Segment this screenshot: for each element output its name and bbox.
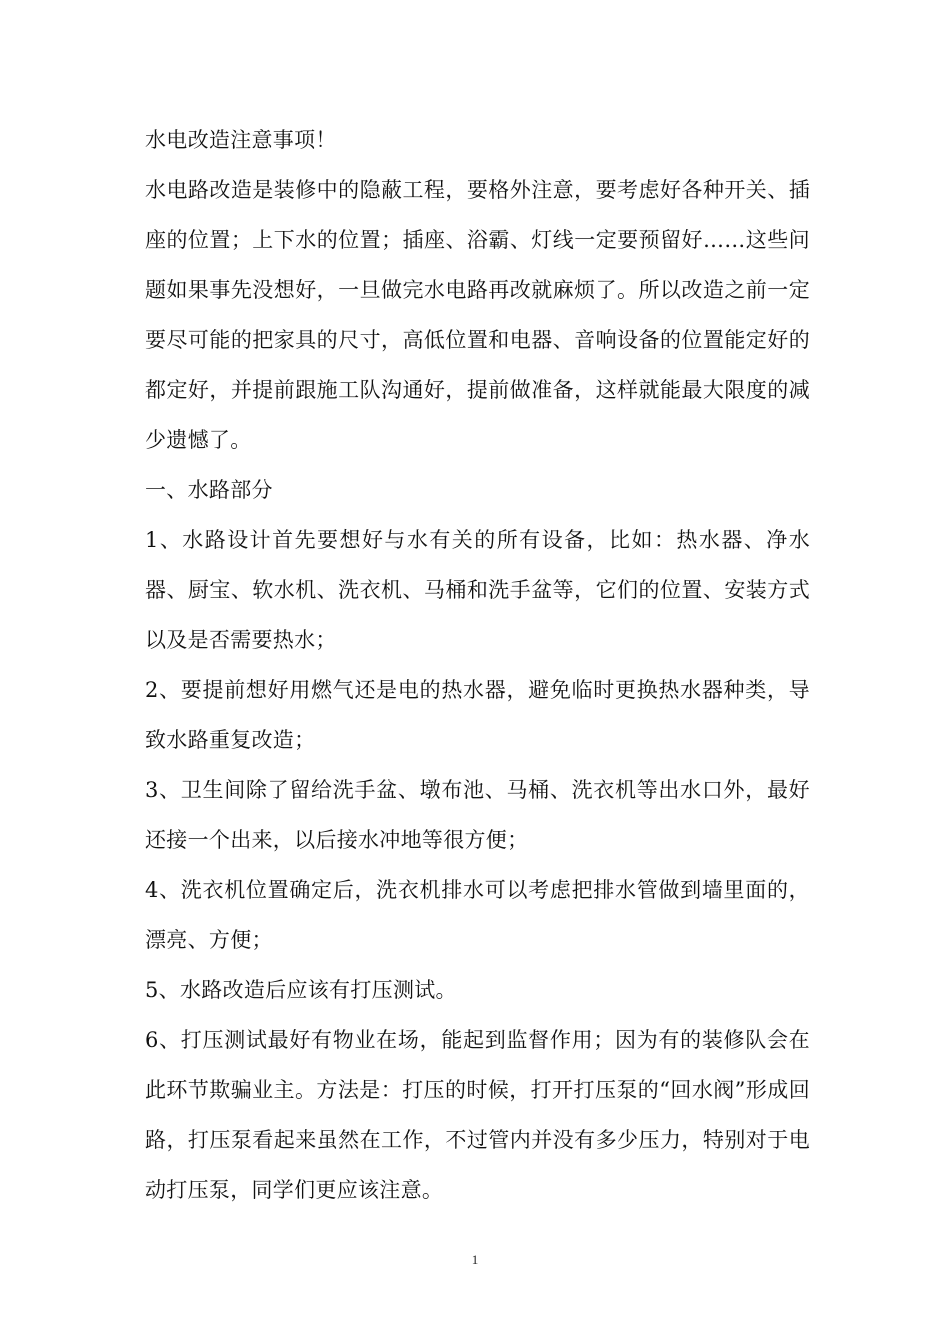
list-item: 5、水路改造后应该有打压测试。: [145, 978, 457, 1002]
document-body: [145, 115, 810, 1215]
page-number: 1: [471, 1252, 479, 1267]
list-item: 1、水路设计首先要想好与水有关的所有设备，比如：热水器、净水器、厨宝、软水机、洗衣机、马桶和洗手盆等，它们的位置、安装方式以及是否需要热水；: [145, 528, 810, 652]
list-item: 4、洗衣机位置确定后，洗衣机排水可以考虑把排水管做到墙里面的，漂亮、方便；: [145, 878, 810, 952]
list-item: 6、打压测试最好有物业在场，能起到监督作用；因为有的装修队会在此环节欺骗业主。方法是：打压的时候，打开打压泵的“回水阀”形成回路，打压泵看起来虽然在工作，不过管内并没有多少压力，特别对于电动打压泵，同学们更应该注意。: [145, 1028, 810, 1202]
list-item: 3、卫生间除了留给洗手盆、墩布池、马桶、洗衣机等出水口外，最好还接一个出来，以后接水冲地等很方便；: [145, 778, 810, 852]
document-title: 水电改造注意事项！: [145, 128, 337, 152]
section-heading: 一、水路部分: [145, 478, 273, 502]
list-item: 2、要提前想好用燃气还是电的热水器，避免临时更换热水器种类，导致水路重复改造；: [145, 678, 810, 752]
intro-paragraph: 水电路改造是装修中的隐蔽工程，要格外注意，要考虑好各种开关、插座的位置；上下水的位置；插座、浴霸、灯线一定要预留好……这些问题如果事先没想好，一旦做完水电路再改就麻烦了。所以改造之前一定要尽可能的把家具的尺寸，高低位置和电器、音响设备的位置能定好的都定好，并提前跟施工队沟通好，提前做准备，这样就能最大限度的减少遗憾了。: [145, 178, 810, 452]
